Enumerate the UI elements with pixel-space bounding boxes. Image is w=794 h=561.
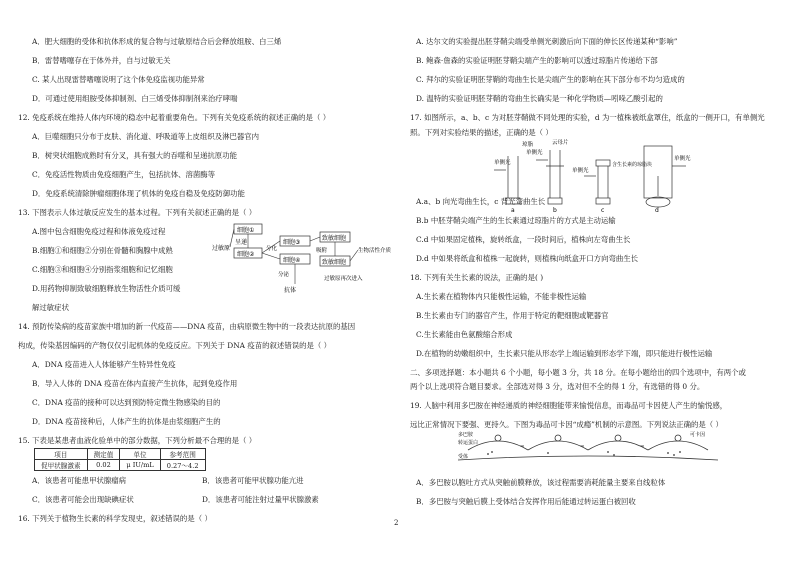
- q15-cell-value: 0.02: [87, 460, 120, 471]
- q15-header-value: 测定值: [87, 449, 120, 460]
- q15-option-a: A．该患者可能患甲状腺瘤病: [32, 476, 127, 485]
- q14-stem-1: 14. 预防传染病的疫苗家族中增加的新一代疫苗——DNA 疫苗，由病原微生物中的一段表达抗原的基因: [18, 322, 356, 331]
- q19-stem-1: 19. 人脑中利用多巴胺在神经递质的神经细胞能带来愉悦信息，而毒品可卡因使人产生的愉悦感，: [410, 401, 728, 410]
- re-entry-label: 过敏原再次进入: [324, 276, 363, 282]
- q11-option-c: C. 某人出现雷替嗜噻说明了这个体免疫监视功能异常: [32, 75, 205, 84]
- q17-option-c: C.d 中如果固定植株，旋转纸盒，一段时间后，植株向左弯曲生长: [416, 235, 631, 244]
- agar-label: 琼脂: [522, 142, 534, 148]
- q17-stem-1: 17. 如图所示，a、b、c 为对胚芽鞘做不同处理的实验，d 为一植株被纸盒罩住，纸盒的一侧开口，有单侧光: [410, 113, 765, 122]
- q18-option-c: C.生长素能由色氨酸缩合形成: [416, 330, 513, 339]
- left-column: [12, 0, 392, 561]
- q14-option-b: B．导入人体的 DNA 疫苗在体内直接产生抗体，起到免疫作用: [32, 379, 238, 388]
- q15-header-item: 项目: [35, 449, 88, 460]
- q14-option-d: D．DNA 疫苗接种后，人体产生的抗体是由浆细胞产生的: [32, 417, 221, 426]
- dopamine-label: 多巴胺: [458, 432, 474, 438]
- q17-option-a: A.a、b 向光弯曲生长，c 背光弯曲生长: [416, 197, 546, 206]
- q15-option-b: B．该患者可能甲状腺功能亢进: [202, 476, 304, 485]
- light-b: 单侧光: [526, 150, 543, 156]
- q18-option-b: B.生长素由专门的器官产生，作用于特定的靶细胞或靶器官: [416, 311, 609, 320]
- light-c: 单侧光: [572, 168, 589, 174]
- q17-option-d: D.d 中如果将纸盒和植株一起旋转，则植株向纸盒开口方向弯曲生长: [416, 254, 639, 263]
- q16-option-d: D. 温特的实验证明胚芽鞘的弯曲生长确实是一种化学物质—吲哚乙酸引起的: [416, 94, 663, 103]
- bio-active-label: 生物活性介质: [358, 248, 392, 254]
- q13-option-b: B.细胞①和细胞②分别在骨髓和胸腺中成熟: [32, 246, 173, 255]
- q16-option-c: C. 拜尔的实验证明胚芽鞘的弯曲生长是尖端产生的影响在其下部分布不均匀造成的: [416, 75, 685, 84]
- light-d: 单侧光: [674, 156, 691, 162]
- q13-stem: 13. 下图表示人体过敏反应发生的基本过程。下列有关叙述正确的是（ ）: [18, 208, 257, 217]
- section2-instruction-1: 二、多项选择题：本小题共 6 个小题，每小题 3 分，共 18 分。在每小题给出的四个选项中，有两个或: [410, 368, 746, 377]
- label-d: d: [655, 207, 659, 214]
- label-c: c: [601, 207, 605, 214]
- q13-allergy-diagram: [212, 222, 392, 300]
- q13-option-c: C.细胞③和细胞④分别指浆细胞和记忆细胞: [32, 265, 173, 274]
- cell2-label: 细胞②: [237, 251, 255, 258]
- q15-table: [34, 448, 206, 471]
- q13-option-d: D.用药物抑制致敏细胞释放生物活性介质可缓: [32, 284, 181, 293]
- q14-option-c: C．DNA 疫苗的接种可以达到预防特定微生物感染的目的: [32, 398, 221, 407]
- q14-stem-2: 构成，传染基因编码的产物仅仅引起机体的免疫反应。下列关于 DNA 疫苗的叙述错误的是（ ）: [18, 341, 332, 350]
- section2-instruction-2: 两个以上选项符合题目要求。全部选对得 3 分，选对但不全的得 1 分，有选错的得 0 分。: [410, 382, 705, 391]
- q12-stem: 12. 免疫系统在维持人体内环境的稳态中起着重要角色。下列有关免疫系统的叙述正确的是（ ）: [18, 113, 331, 122]
- q15-cell-unit: μ IU/mL: [120, 460, 160, 471]
- cell1-label: 细胞①: [237, 227, 255, 234]
- agar-c-label: 含生长素的琼脂块: [612, 162, 653, 168]
- q18-option-a: A.生长素在植物体内只能极性运输，不能非极性运输: [416, 292, 587, 301]
- mica-label: 云母片: [552, 140, 569, 146]
- q17-stem-2: 照。下列对实验结果的描述，正确的是（ ）: [410, 128, 553, 137]
- antibody-label: 抗体: [284, 287, 297, 294]
- q15-option-c: C．该患者可能会出现缺碘症状: [32, 495, 134, 504]
- q15-header-range: 参考范围: [160, 449, 205, 460]
- q16-option-b: B. 鲍森·詹森的实验证明胚芽鞘尖端产生的影响可以透过琼脂片传递给下部: [416, 56, 658, 65]
- q18-option-d: D.在植物的幼嫩组织中，生长素只能从形态学上端运输到形态学下端，即只能进行极性运输: [416, 349, 713, 358]
- q12-option-b: B．树突状细胞成熟时有分叉，具有强大的吞噬和呈递抗原功能: [32, 151, 237, 160]
- cell3-label: 细胞③: [283, 239, 301, 246]
- allergen-label: 过敏原: [212, 245, 231, 252]
- q12-option-d: D．免疫系统清除肿瘤细胞体现了机体的免疫自稳及免疫防御功能: [32, 189, 245, 198]
- q15-cell-range: 0.27～4.2: [160, 460, 205, 471]
- prolif-label: 分化: [266, 246, 278, 252]
- q18-stem: 18. 下列有关生长素的说法，正确的是( ): [410, 273, 544, 282]
- q19-option-b: B．多巴胺与突触后膜上受体结合发挥作用后能通过转运蛋白被回收: [416, 497, 636, 506]
- q15-option-d: D．该患者可能注射过量甲状腺激素: [202, 495, 319, 504]
- light-a: 单侧光: [494, 160, 511, 166]
- q13-option-a: A.图中包含细胞免疫过程和体液免疫过程: [32, 227, 166, 236]
- q11-option-d: D．可通过使用组胺受体抑制剂、白三烯受体抑制剂来治疗哮喘: [32, 94, 238, 103]
- sens-cell-label: 致敏细胞: [322, 235, 347, 242]
- q12-option-a: A．巨噬细胞只分布于皮肤、消化道、呼吸道等上皮组织及淋巴器官内: [32, 132, 260, 141]
- q16-stem: 16. 下列关于植物生长素的科学发现史，叙述错误的是（ ）: [18, 514, 212, 523]
- secrete-label: 分泌: [278, 272, 290, 278]
- q11-option-b: B．雷替嗜噻存在于体外并，自与过敏无关: [32, 56, 171, 65]
- q17-option-b: B.b 中胚芽鞘尖端产生的生长素通过琼脂片的方式是主动运输: [416, 216, 616, 225]
- q15-header-unit: 单位: [120, 449, 160, 460]
- q11-option-a: A．肥大细胞的受体和抗体形成的复合物与过敏原结合后会释放组胺、白三烯: [32, 37, 282, 46]
- q14-option-a: A．DNA 疫苗进入人体能够产生特异性免疫: [32, 360, 176, 369]
- q15-cell-item: 促甲状腺激素: [35, 460, 88, 471]
- q19-stem-2: 远比正常情况下要强、更持久。下图为毒品可卡因“成瘾”机制的示意图。下列说法正确的是（ ）: [410, 420, 723, 429]
- cell4-label: 细胞④: [283, 257, 301, 264]
- sens-cell2-label: 致敏细胞: [322, 259, 347, 266]
- receptor-label: 受体: [458, 454, 469, 460]
- q12-option-c: C．免疫活性物质由免疫细胞产生，包括抗体、溶菌酶等: [32, 170, 216, 179]
- right-column: [410, 0, 782, 561]
- q19-option-a: A．多巴胺以胞吐方式从突触前膜释放，该过程需要消耗能量主要来自线粒体: [416, 478, 666, 487]
- present-label: 呈递: [235, 239, 248, 246]
- label-b: b: [553, 207, 557, 214]
- cocaine-label: 可卡因: [690, 432, 706, 438]
- q15-stem: 15. 下表是某患者血液化验单中的部分数据，下列分析最不合理的是（ ）: [18, 436, 257, 445]
- q13-option-d-cont: 解过敏症状: [32, 303, 69, 312]
- page-number: 2: [394, 519, 399, 527]
- q19-cocaine-figure: [458, 428, 728, 466]
- transporter-label: 转运蛋白: [458, 440, 479, 446]
- label-a: a: [511, 207, 515, 214]
- q16-option-a: A. 达尔文的实验提出胚芽鞘尖端受单侧光刺激后向下面的伸长区传递某种“影响”: [416, 37, 678, 46]
- attach-label: 吸附: [316, 248, 328, 254]
